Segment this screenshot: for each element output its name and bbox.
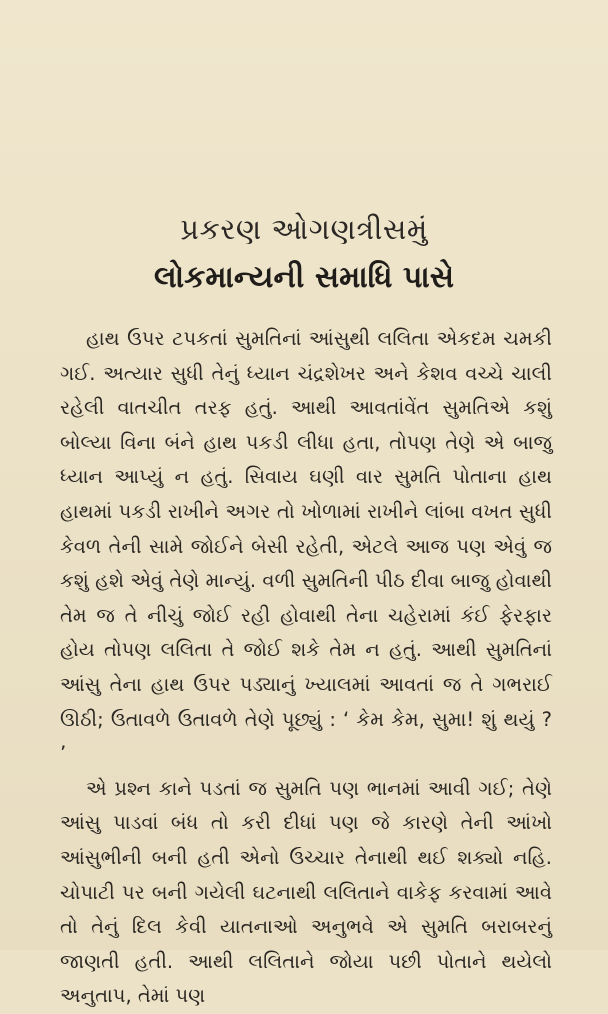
- paragraph-1: હાથ ઉપર ટપકતાં સુમતિનાં આંસુથી લલિતા એકદમ ચમકી ગઈ. અત્યાર સુધી તેનું ધ્યાન ચંદ્રશેખર અને કેશવ વચ્ચે ચાલી રહેલી વાતચીત તરફ હતું. આથી આવતાંવેંત સુમતિએ કશું બોલ્યા વિના બંને હાથ પકડી લીધા હતા, તોપણ તેણે એ બાજુ ધ્યાન આપ્યું ન હતું. સિવાય ઘણી વાર સુમતિ પોતાના હાથ હાથમાં પકડી રાખીને અગર તો ખોળામાં રાખીને લાંબા વખત સુધી કેવળ તેની સામે જોઈને બેસી રહેતી, એટલે આજ પણ એવું જ કશું હશે એવું તેણે માન્યું. વળી સુમતિની પીઠ દીવા બાજુ હોવાથી તેમ જ તે નીચું જોઈ રહી હોવાથી તેના ચહેરામાં કંઈ ફેરફાર હોય તોપણ લલિતા તે જોઈ શકે તેમ ન હતું. આથી સુમતિનાં આંસુ તેના હાથ ઉપર પડ્યાનું ખ્યાલમાં આવતાં જ તે ગભરાઈ ઊઠી; ઉતાવળે ઉતાવળે તેણે પૂછ્યું : ‘ કેમ કેમ, સુમા! શું થયું ? ’: [60, 327, 552, 766]
- chapter-title: લોકમાન્યની સમાધિ પાસે: [153, 260, 455, 295]
- body-text: [60, 322, 552, 1014]
- paragraph-2: એ પ્રશ્ન કાને પડતાં જ સુમતિ પણ ભાનમાં આવી ગઈ; તેણે આંસુ પાડવાં બંધ તો કરી દીધાં પણ જે કારણે તેની આંખો આંસુભીની બની હતી એનો ઉચ્ચાર તેનાથી થઈ શક્યો નહિ. ચોપાટી પર બની ગયેલી ઘટનાથી લલિતાને વાકેફ કરવામાં આવે તો તેનું દિલ કેવી યાતનાઓ અનુભવે એ સુમતિ બરાબરનું જાણતી હતી. આથી લલિતાને જોયા પછી પોતાને થયેલો અનુતાપ, તેમાં પણ: [60, 776, 552, 1008]
- chapter-heading: પ્રકરણ ઓગણત્રીસમું: [180, 212, 428, 246]
